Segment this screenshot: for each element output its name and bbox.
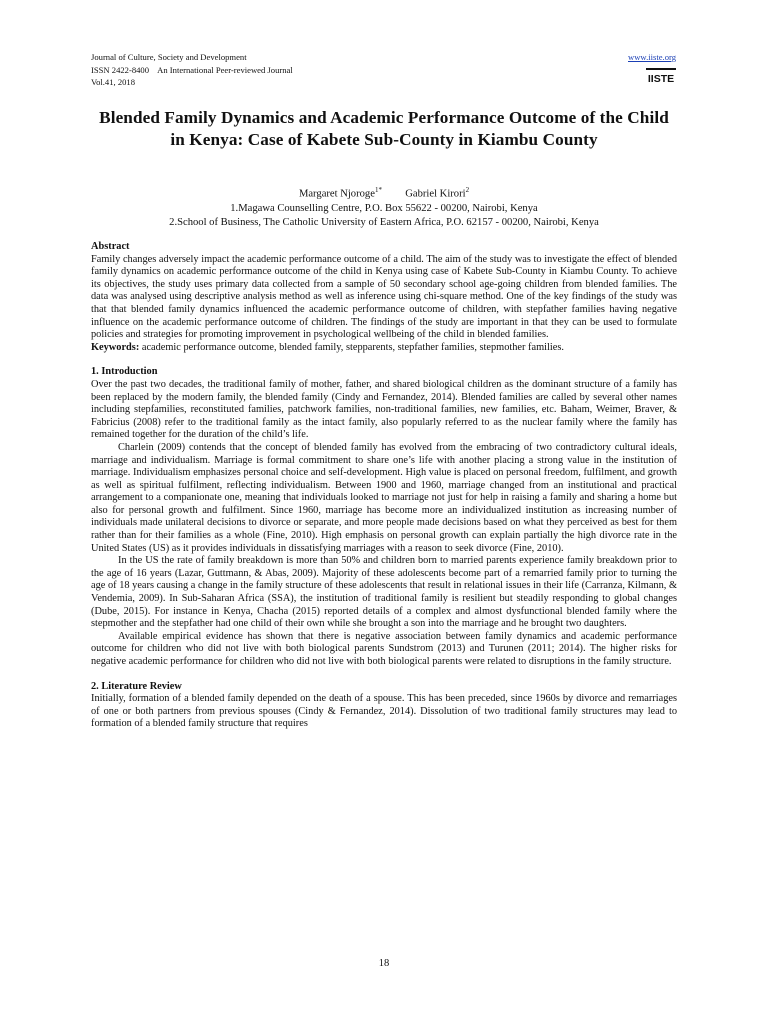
intro-paragraph-4: Available empirical evidence has shown that there is negative association between family dynamics and academic performance outcome for children who did not live with both biological parents Sundstrom (2013) and Turunen (2011; 2014). The higher risks for negative academic performance for children who did not live with both biological parents were related to disruptions in the family structure. — [91, 630, 677, 667]
journal-url-link[interactable]: www.iiste.org — [628, 52, 676, 62]
keywords — [91, 342, 677, 355]
paper-title: Blended Family Dynamics and Academic Performance Outcome of the Child in Kenya: Case of Kabete Sub-County in Kiambu County — [99, 108, 669, 149]
intro-paragraph-1: Over the past two decades, the traditional family of mother, father, and shared biological children as the dominant structure of a family has been replaced by the modern family, the blended family (Cindy and Fernandez, 2014). Blended families are called by several other names including stepfamilies, reconstituted families, patchwork families, non-traditional families, new families, etc. Baham, Weimer, Braver, & Fabricius (2008) refer to the traditional family as the intact family, also popularly referred to as the nuclear family where the family has remained together for the duration of the child’s life. — [91, 378, 677, 441]
abstract-text: Family changes adversely impact the academic performance outcome of a child. The aim of the study was to investigate the effect of blended family dynamics on academic performance outcome of the child in Kenya using case of Kabete Sub-County in Kiambu County. To achieve its objectives, the study uses primary data collected from a sample of 50 secondary school age-going children from blended families. The data was analysed using descriptive analysis method as well as inference using chi-square method. One of the key findings of the study was that that blended family dynamics influenced the academic performance outcome of children, with stepfather families having negative influence on the academic performance outcome of children. The findings of the study are important in that they can be used to formulate policies and strategies for promoting improvement in psychological wellbeing of the child in blended families. — [91, 253, 677, 341]
paper-body — [91, 241, 677, 731]
intro-paragraph-3: In the US the rate of family breakdown is more than 50% and children born to married parents experience family breakdown prior to the age of 16 years (Lazar, Guttmann, & Abas, 2009). Majority of these adolescents become part of a remarried family prior to turning the age of 18 years causing a change in the family structure of these adolescents that result in relational issues in their life (Carranza, Kilmann, & Vendemia, 2009). In Sub-Saharan Africa (SSA), the institution of traditional family is resilient but steadily responding to global changes (Dube, 2015). For instance in Kenya, Chacha (2015) reported details of a complex and almost dysfunctional blended family where the stepmother and the stepfather had one child of their own while she brought a son into the marriage and he brought two daughters. — [91, 555, 677, 630]
journal-header-right — [628, 51, 676, 84]
author-block — [91, 183, 677, 231]
keywords-label: Keywords: — [91, 341, 140, 353]
author-1: Margaret Njoroge — [298, 188, 375, 200]
journal-issn: ISSN 2422-8400 An International Peer-reviewed Journal — [91, 64, 293, 75]
journal-volume: Vol.41, 2018 — [91, 77, 136, 87]
affiliation-1: 1.Magawa Counselling Centre, P.O. Box 55622 - 00200, Nairobi, Kenya — [230, 202, 538, 214]
affiliation-2: 2.School of Business, The Catholic University of Eastern Africa, P.O. 62157 - 00200, Nairobi, Kenya — [169, 217, 599, 229]
page-number: 18 — [378, 958, 390, 969]
abstract-heading: Abstract — [91, 241, 130, 252]
keywords-text: academic performance outcome, blended family, stepparents, stepfather families, stepmother families. — [139, 341, 564, 353]
literature-heading: 2. Literature Review — [91, 680, 182, 692]
literature-paragraph-1: Initially, formation of a blended family depended on the death of a spouse. This has been preceded, since 1960s by divorce and remarriages of one or both partners from previous spouses (Cindy & Fernandez, 2014). Dissolution of two traditional family structures may lead to formation of a blended family structure that requires — [91, 693, 677, 730]
author-names: Margaret Njoroge$^{1*}$ Gabriel Kirori$^2$ — [298, 186, 470, 200]
svg-text:IISTE: IISTE — [647, 73, 675, 84]
iiste-logo — [646, 66, 676, 84]
author-2: Gabriel Kirori — [405, 188, 466, 200]
introduction-heading: 1. Introduction — [91, 366, 158, 378]
intro-paragraph-2: Charlein (2009) contends that the concept of blended family has evolved from the embracing of two contradictory cultural ideals, marriage and individualism. Marriage is formal commitment to share one’s life with another placing a strong value in the institution of marriage. Individualism emphasizes personal choice and self-development. High value is placed on personal freedom, fulfilment, and growth as well as spiritual fulfilment, reflecting individualism. Between 1900 and 1960, marriage changed from an institutional and practical arrangement to a companionate one, meaning that individuals looked to marriage not just for help in raising a family and sharing a home but also for personal growth and fulfilment. Since 1960, marriage has become more an individualized institution as increasing number of individuals made unilateral decisions to divorce or separate, and more people made decisions based on what they perceived as best for them rather than for their families as a whole (Fine, 2010). High emphasis on personal growth can explain partially the high divorce rate in the United States (US) as it provides individuals in dissatisfying marriages with a reason to seek divorce (Fine, 2010). — [91, 441, 677, 554]
journal-name: Journal of Culture, Society and Development — [91, 52, 247, 62]
journal-header — [91, 51, 293, 89]
